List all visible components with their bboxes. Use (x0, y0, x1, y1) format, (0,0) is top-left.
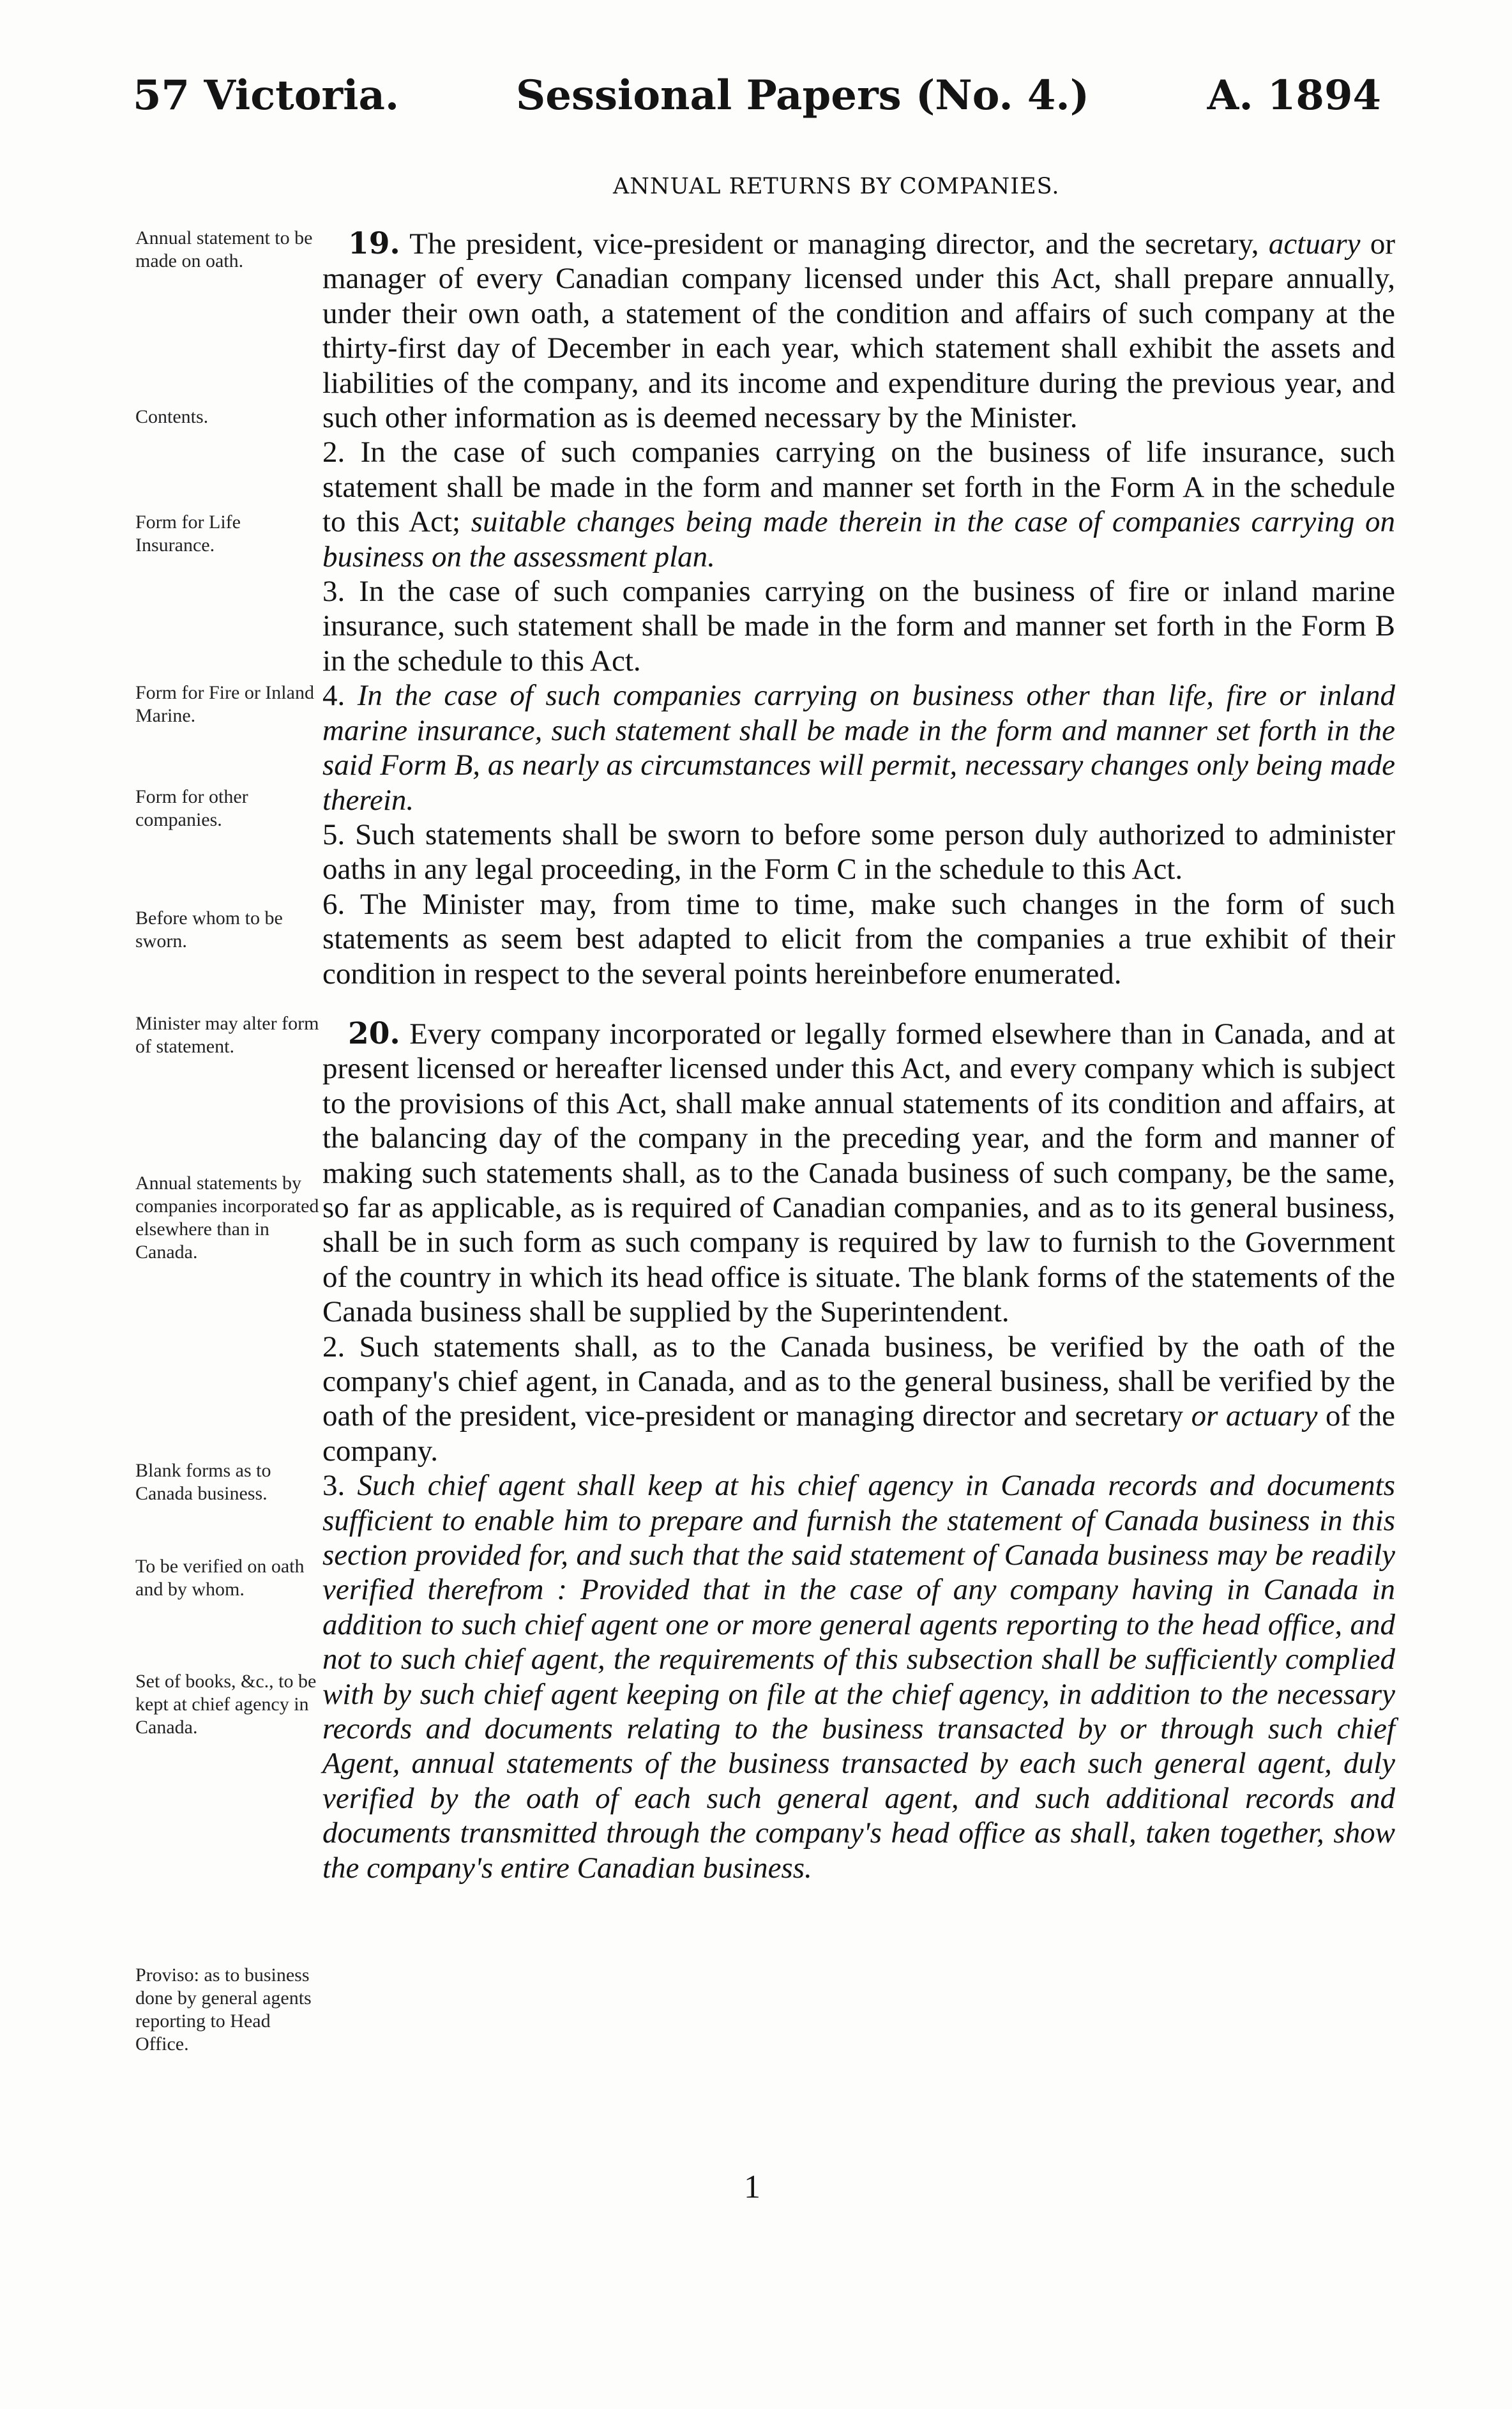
amended-text: Such chief agent shall keep at his chief agency in Canada records and documents sufficient to enable him to prepare and furnish the statement of Canada business in this section provided for, and such that the said statement of Canada business may be readily verified therefrom : Provided that in the case of any company having in Canada in addition to such chief agent one or more general agents reporting to the head office, and not to such chief agent, the requirements of this subsection shall be sufficiently complied with by such chief agent keeping on file at the chief agency, in addition to the necessary records and documents relating to the business transacted by or through such chief Agent, annual statements of the business transacted by each such general agent, duly verified by the oath of each such general agent, and such additional records and documents transmitted through the company's head office as shall, taken together, show the company's entire Canadian business. (322, 1469, 1395, 1885)
section-text: of the company. (322, 1399, 1395, 1468)
statute-text (322, 227, 1395, 1885)
subsection-19-3: 3. In the case of such companies carrying on the business of fire or inland marine insurance, such statement shall be made in the form and manner set forth in the Form B in the schedule to this Act. (322, 575, 1395, 678)
margin-note: Proviso: as to business done by general agents reporting to Head Office. (135, 1964, 312, 2055)
amended-text: suitable changes being made therein in the case of companies carrying on business on the assessment plan. (322, 505, 1396, 574)
section-text: 2. Such statements shall, as to the Canada business, be verified by the oath of the company's chief agent, in Canada, and as to the general business, shall be verified by the oath of the president, vice-president or managing director and secretary (322, 1330, 1395, 1433)
page-header (0, 72, 1512, 129)
margin-note: Form for Life Insurance. (135, 512, 241, 556)
margin-note: Set of books, &c., to be kept at chief agency in Canada. (135, 1671, 317, 1738)
margin-note: Before whom to be sworn. (135, 908, 283, 952)
running-title: ANNUAL RETURNS BY COMPANIES. (613, 174, 1060, 199)
section-19 (322, 227, 1395, 435)
margin-note: Minister may alter form of statement. (135, 1013, 319, 1057)
margin-note: To be verified on oath and by whom. (135, 1556, 305, 1600)
section-text: Every company incorporated or legally formed elsewhere than in Canada, and at present licensed or hereafter licensed under this Act, and every company which is subject to the provisions of this Act, shall make annual statements of its condition and affairs, at the balancing day of the company in the preceding year, and the form and manner of making such statements shall, as to the Canada business of such company, be the same, so far as applicable, as is required of Canadian companies, and as to its general business, shall be in such form as such company is required by law to furnish to the Government of the country in which its head office is situate. The blank forms of the statements of the Canada business shall be supplied by the Superintendent. (322, 1017, 1395, 1329)
subsection-19-2 (322, 435, 1395, 574)
amended-text: actuary (1268, 227, 1361, 261)
header-regnal-year: 57 Victoria. (133, 72, 400, 119)
section-20 (322, 1017, 1395, 1330)
section-text: The president, vice-president or managing director, and the secretary, (409, 227, 1259, 261)
subsection-19-4 (322, 678, 1395, 817)
subsection-20-3 (322, 1468, 1395, 1885)
amended-text: or actuary (1191, 1399, 1318, 1433)
header-year: A. 1894 (1207, 72, 1381, 119)
subsection-number: 4. (322, 679, 345, 713)
margin-note: Form for other companies. (135, 786, 248, 830)
section-number: 19. (348, 226, 400, 261)
section-text: 2. In the case of such companies carrying on the business of life insurance, such statement shall be made in the form and manner set forth in the Form A in the schedule to this Act; (322, 436, 1395, 539)
subsection-19-6: 6. The Minister may, from time to time, make such changes in the form of such statements as seem best adapted to elicit from the companies a true exhibit of their condition in respect to the several points hereinbefore enumerated. (322, 887, 1395, 991)
subsection-20-2 (322, 1330, 1395, 1469)
section-gap (322, 991, 1395, 1017)
page-number: 1 (744, 2169, 760, 2205)
margin-note: Contents. (135, 406, 209, 427)
amended-text: In the case of such companies carrying on business other than life, fire or inland marine insurance, such statement shall be made in the form and manner set forth in the said Form B, as nearly as circumstances will permit, necessary changes only being made therein. (322, 679, 1395, 817)
header-series-title: Sessional Papers (No. 4.) (516, 72, 1089, 119)
margin-note: Form for Fire or Inland Marine. (135, 682, 314, 726)
section-text: or manager of every Canadian company licensed under this Act, shall prepare annually, under their own oath, a statement of the condition and affairs of such company at the thirty-first day of December in each year, which statement shall exhibit the assets and liabilities of the company, and its income and expenditure during the previous year, and such other information as is deemed necessary by the Minister. (322, 227, 1395, 435)
subsection-19-5: 5. Such statements shall be sworn to before some person duly authorized to administer oaths in any legal proceeding, in the Form C in the schedule to this Act. (322, 817, 1395, 886)
margin-note: Annual statements by companies incorporated elsewhere than in Canada. (135, 1173, 319, 1263)
margin-note: Annual statement to be made on oath. (135, 227, 313, 271)
section-number: 20. (348, 1015, 400, 1051)
margin-note: Blank forms as to Canada business. (135, 1460, 271, 1504)
subsection-number: 3. (322, 1469, 345, 1503)
